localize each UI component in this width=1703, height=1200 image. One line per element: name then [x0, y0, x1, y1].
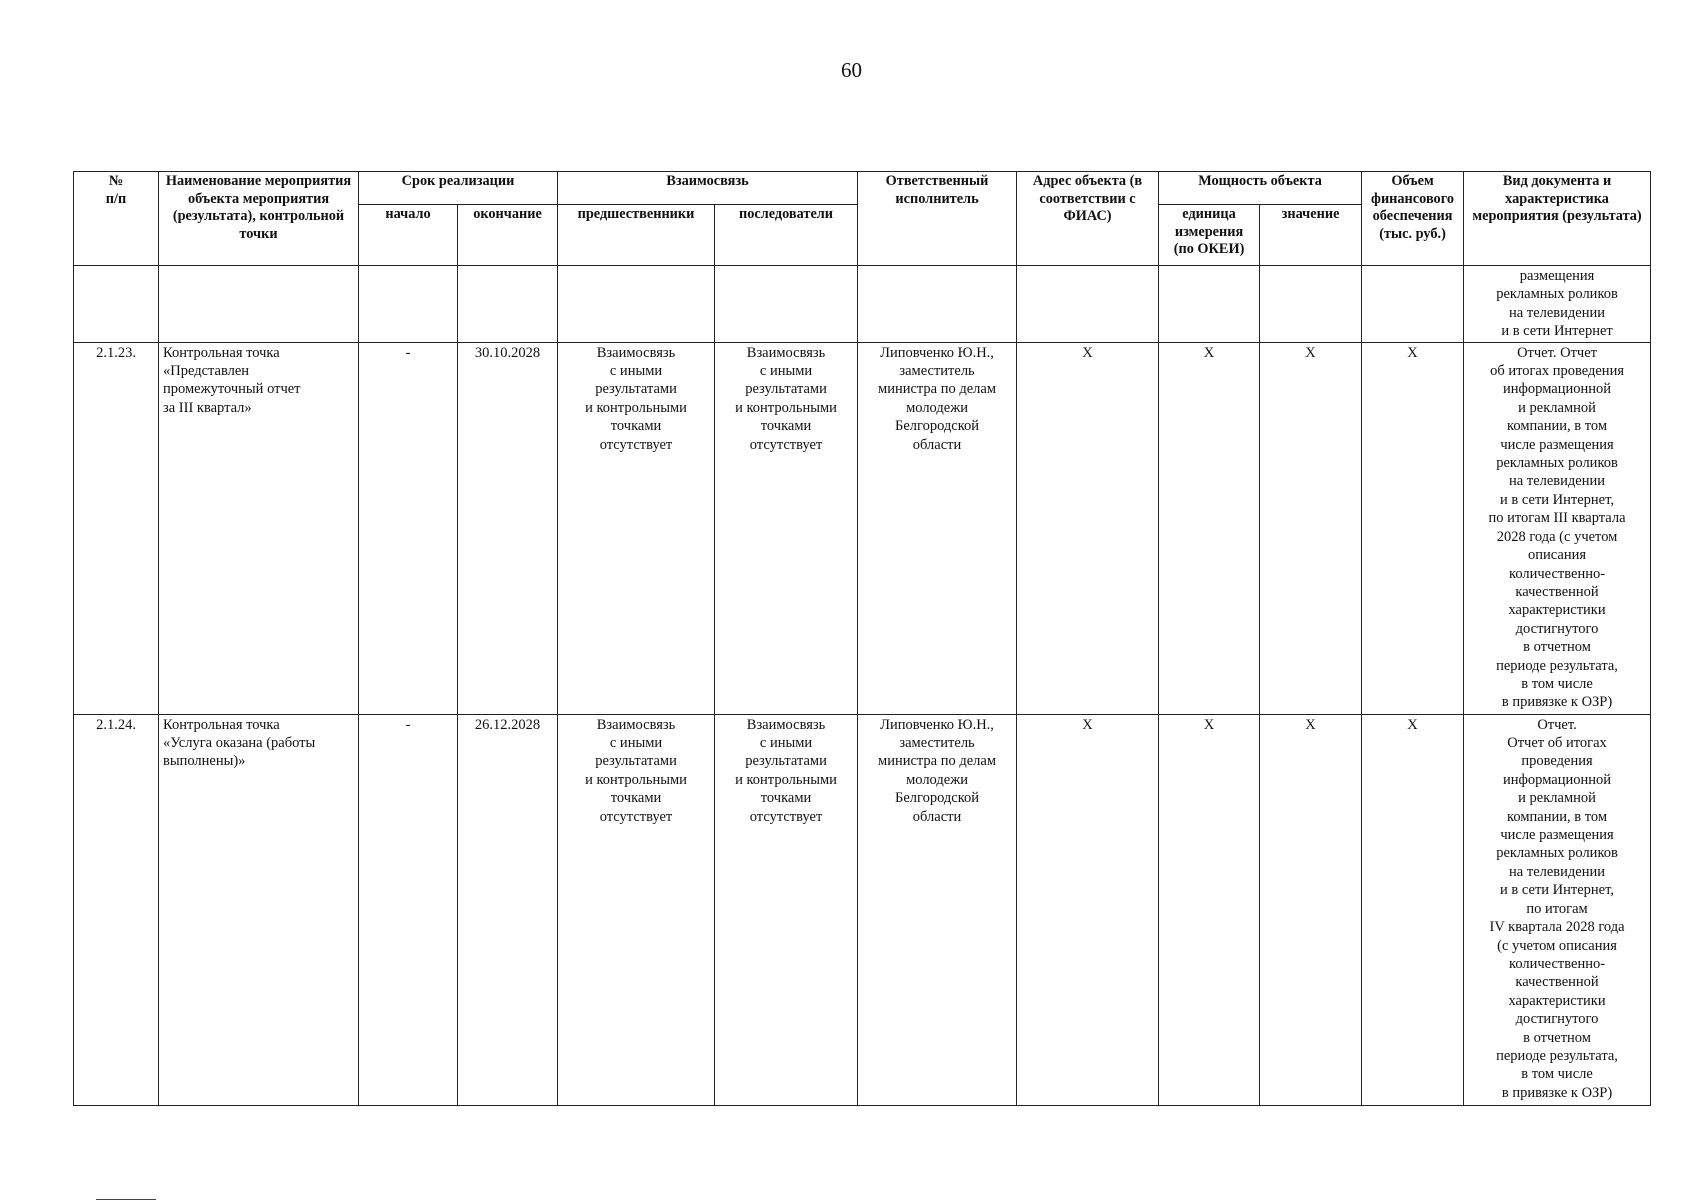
cell-empty: [74, 266, 159, 343]
cell-empty: [1362, 266, 1464, 343]
cell-empty: [1260, 266, 1362, 343]
cell-empty: [458, 266, 558, 343]
cell-predecessors: Взаимосвязь с иными результатами и контрольными точками отсутствует: [558, 714, 715, 1105]
cell-doc: размещения рекламных роликов на телевидении и в сети Интернет: [1464, 266, 1651, 343]
cell-successors: Взаимосвязь с иными результатами и контрольными точками отсутствует: [715, 342, 858, 714]
page-number: 60: [841, 58, 862, 82]
header-num: № п/п: [74, 172, 159, 266]
cell-empty: [159, 266, 359, 343]
header-executor: Ответственный исполнитель: [858, 172, 1017, 266]
cell-finance: Х: [1362, 342, 1464, 714]
plan-table: [73, 171, 1651, 1106]
cell-empty: [1017, 266, 1159, 343]
cell-start: -: [359, 714, 458, 1105]
table-row: [74, 714, 1651, 1105]
header-relation: Взаимосвязь: [558, 172, 858, 205]
cell-empty: [558, 266, 715, 343]
cell-doc: Отчет. Отчет об итогах проведения информационной и рекламной компании, в том числе размещения рекламных роликов на телевидении и в сети Интернет, по итогам IV квартала 2028 года (с учетом описания количественно- качественной характеристики достигнутого в отчетном периоде результата, в том числе в привязке к ОЗР): [1464, 714, 1651, 1105]
cell-name: Контрольная точка «Представлен промежуточный отчет за III квартал»: [159, 342, 359, 714]
cell-empty: [858, 266, 1017, 343]
header-address: Адрес объекта (в соответствии с ФИАС): [1017, 172, 1159, 266]
cell-value: Х: [1260, 714, 1362, 1105]
cell-value: Х: [1260, 342, 1362, 714]
header-finance: Объем финансового обеспечения (тыс. руб.): [1362, 172, 1464, 266]
header-name: Наименование мероприятия объекта мероприятия (результата), контрольной точки: [159, 172, 359, 266]
cell-num: 2.1.24.: [74, 714, 159, 1105]
cell-unit: Х: [1159, 342, 1260, 714]
cell-end: 26.12.2028: [458, 714, 558, 1105]
cell-successors: Взаимосвязь с иными результатами и контрольными точками отсутствует: [715, 714, 858, 1105]
table-row-continuation: [74, 266, 1651, 343]
cell-address: Х: [1017, 342, 1159, 714]
cell-num: 2.1.23.: [74, 342, 159, 714]
cell-unit: Х: [1159, 714, 1260, 1105]
header-successors: последователи: [715, 205, 858, 266]
cell-executor: Липовченко Ю.Н., заместитель министра по делам молодежи Белгородской области: [858, 714, 1017, 1105]
header-unit: единица измерения (по ОКЕИ): [1159, 205, 1260, 266]
cell-empty: [715, 266, 858, 343]
header-term-start: начало: [359, 205, 458, 266]
cell-empty: [359, 266, 458, 343]
cell-doc: Отчет. Отчет об итогах проведения информационной и рекламной компании, в том числе размещения рекламных роликов на телевидении и в сети Интернет, по итогам III квартала 2028 года (с учетом описания количественно- качественной характеристики достигнутого в отчетном периоде результата, в том числе в привязке к ОЗР): [1464, 342, 1651, 714]
header-value: значение: [1260, 205, 1362, 266]
cell-name: Контрольная точка «Услуга оказана (работы выполнены)»: [159, 714, 359, 1105]
header-term-end: окончание: [458, 205, 558, 266]
cell-start: -: [359, 342, 458, 714]
cell-finance: Х: [1362, 714, 1464, 1105]
cell-end: 30.10.2028: [458, 342, 558, 714]
cell-predecessors: Взаимосвязь с иными результатами и контрольными точками отсутствует: [558, 342, 715, 714]
table-row: [74, 342, 1651, 714]
header-capacity: Мощность объекта: [1159, 172, 1362, 205]
header-doc: Вид документа и характеристика мероприятия (результата): [1464, 172, 1651, 266]
header-term: Срок реализации: [359, 172, 558, 205]
header-predecessors: предшественники: [558, 205, 715, 266]
cell-empty: [1159, 266, 1260, 343]
cell-address: Х: [1017, 714, 1159, 1105]
cell-executor: Липовченко Ю.Н., заместитель министра по делам молодежи Белгородской области: [858, 342, 1017, 714]
